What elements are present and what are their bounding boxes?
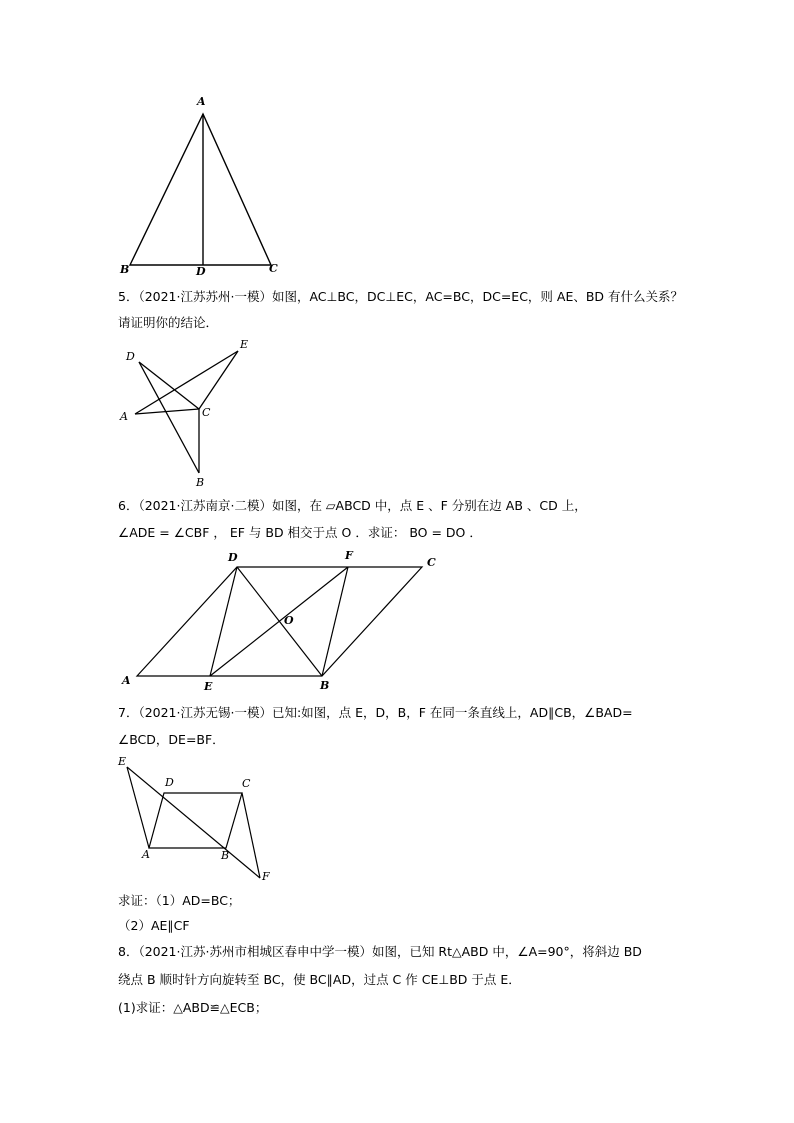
q6-label-c: C [427, 556, 436, 569]
q5-text-line2: 请证明你的结论． [118, 315, 219, 330]
q6-text-line1: 6．（2021·江苏南京·二模）如图，在 ▱ABCD 中，点 E 、F 分别在边 AB 、CD 上， [118, 498, 587, 513]
label-d: D [196, 265, 206, 278]
label-a: A [197, 95, 206, 108]
seg-ea [127, 767, 149, 848]
q7-label-d: D [165, 776, 174, 789]
q8-text-line3: (1)求证：△ABD≌△ECB； [118, 1000, 268, 1015]
q5-label-d: D [126, 350, 135, 363]
q6-text-line2: ∠ADE = ∠CBF ， EF 与 BD 相交于点 O ．求证： BO = DO ． [118, 525, 482, 540]
q7-text-line2: ∠BCD，DE=BF． [118, 732, 225, 747]
q7-prove-1: 求证：（1）AD=BC； [118, 893, 241, 908]
q6-label-d: D [228, 551, 238, 564]
seg-ef-line [127, 767, 260, 878]
q7-label-c: C [242, 777, 251, 790]
q5-label-a: A [120, 410, 128, 423]
q7-label-f: F [262, 870, 270, 883]
q8-text-line1: 8．（2021·江苏·苏州市相城区春申中学一模）如图，已知 Rt△ABD 中，∠A=90°，将斜边 BD [118, 944, 642, 959]
q7-label-a: A [142, 848, 150, 861]
q6-label-a: A [122, 674, 131, 687]
q5-label-c: C [202, 406, 211, 419]
q6-label-o: O [284, 614, 294, 627]
q5-label-b: B [196, 476, 205, 489]
q7-text-line1: 7．（2021·江苏无锡·一模）已知:如图，点 E，D，B，F 在同一条直线上，AD∥CB，∠BAD= [118, 705, 633, 720]
q7-label-e: E [118, 755, 127, 768]
q8-text-line2: 绕点 B 顺时针方向旋转至 BC，使 BC∥AD，过点 C 作 CE⊥BD 于点 E． [118, 972, 521, 987]
q7-prove-2: （2）AE∥CF [118, 918, 190, 933]
q6-label-e: E [204, 680, 213, 693]
q7-label-b: B [221, 849, 230, 862]
q6-label-f: F [345, 549, 353, 562]
quad-adcb [149, 793, 242, 848]
label-c: C [269, 262, 278, 275]
q6-label-b: B [320, 679, 330, 692]
q5-label-e: E [240, 338, 249, 351]
q5-text-line1: 5．（2021·江苏苏州·一模）如图，AC⊥BC，DC⊥EC，AC=BC，DC=EC，则 AE、BD 有什么关系？ [118, 289, 684, 304]
label-b: B [120, 263, 130, 276]
